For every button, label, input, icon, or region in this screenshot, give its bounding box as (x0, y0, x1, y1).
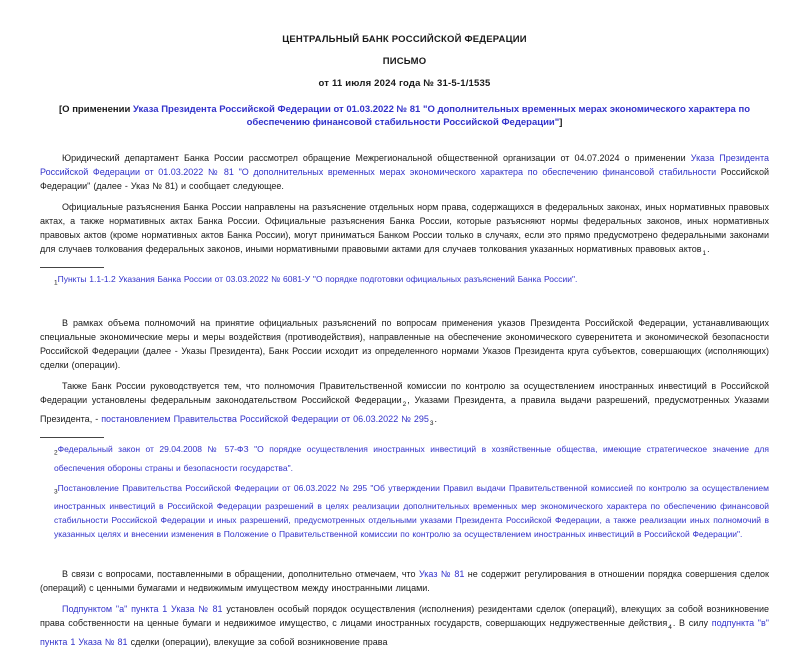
paragraph-subclause-a (40, 602, 769, 649)
footnote-1 (40, 272, 769, 291)
body-text: . (707, 244, 710, 254)
paragraph-government-commission (40, 379, 769, 431)
footnote-2 (40, 442, 769, 475)
resolution-295-link[interactable]: постановлением Правительства Российской Федерации от 06.03.2022 № 295 (101, 414, 429, 425)
footnote-3-marker: 3 (54, 488, 58, 496)
body-text: . В силу (672, 618, 712, 629)
subclause-v-link[interactable]: подпункта "в" пункта 1 Указа № 81 (40, 618, 769, 648)
paragraph-powers-scope (40, 316, 769, 372)
doc-type: ПИСЬМО (382, 56, 427, 67)
footnote-ref-2: 2 (402, 401, 407, 409)
footnote-divider (40, 437, 104, 438)
subject-decree-link[interactable]: Указа Президента Российской Федерации от 01.03.2022 № 81 "О дополнительных временных мерах экономического характера по обеспечению финансовой стабильности Российской Федерации" (132, 104, 750, 128)
body-text: В связи с вопросами, поставленными в обращении, дополнительно отмечаем, что (62, 569, 419, 580)
body-text: Юридический департамент Банка России рассмотрел обращение Межрегиональной общественной организации от 04.07.2024 о применении (62, 153, 691, 163)
subject-prefix: [О применении (59, 104, 133, 115)
footnote-3 (40, 481, 769, 542)
body-text: Российской Федерации" (далее - Указ № 81) и сообщает следующее. (40, 167, 769, 191)
footnote-divider (40, 267, 104, 268)
decree-81-short-link[interactable]: Указ № 81 (418, 569, 465, 580)
body-text: В рамках объема полномочий на принятие официальных разъяснений по вопросам применения указов Президента Российской Федерации, устанавливающих специальные экономические меры и меры воздействия (противодействия), направленные на обеспечение экономического суверенитета и экономической безопасности Российской Федерации (далее - Указы Президента), Банк России исходит из определенного нормами Указов Президента круга субъектов, совершающих (исполняющих) сделки (операции). (40, 318, 769, 371)
paragraph-additional-note (40, 567, 769, 595)
body-text: установлен особый порядок осуществления (исполнения) резидентами сделок (операций), влекущих за собой возникновение права собственности на ценные бумаги и недвижимое имущество, с лицами иностранных государств, совершающих недружественные действия (40, 604, 769, 629)
body-text: Официальные разъяснения Банка России направлены на разъяснение отдельных норм права, содержащихся в федеральных законах, иных нормативных правовых актах, а также нормативных актах Банка России. Официальные разъяснения Банка России, которые разъясняют нормы федеральных законов, иных нормативных правовых актов (кроме нормативных актов Банка России), могут приниматься Банком России только в случаях, если это прямо предусмотрено федеральными законами для случаев толкования федеральных законов, иными нормативными правовыми актами для случаев толкования указанных нормативных правовых актов (40, 202, 769, 254)
paragraph-official-explanations (40, 200, 769, 261)
subject-line (40, 103, 769, 129)
subject-suffix: ] (559, 117, 563, 128)
body-text: сделки (операции), влекущие за собой возникновение права (127, 637, 388, 648)
footnote-2-marker: 2 (54, 449, 58, 457)
body-text: . (434, 414, 438, 425)
footnote-ref-4: 4 (668, 624, 672, 632)
org-name: ЦЕНТРАЛЬНЫЙ БАНК РОССИЙСКОЙ ФЕДЕРАЦИИ (282, 34, 527, 45)
paragraph-intro (40, 151, 769, 193)
footnote-1-link[interactable]: Пункты 1.1-1.2 Указания Банка России от 03.03.2022 № 6081-У "О порядке подготовки официальных разъяснений Банка России". (57, 273, 578, 284)
subclause-a-link[interactable]: Подпунктом "а" пункта 1 Указа № 81 (62, 604, 223, 615)
footnote-2-link[interactable]: Федеральный закон от 29.04.2008 № 57-ФЗ "О порядке осуществления иностранных инвестиций в хозяйственные общества, имеющие стратегическое значение для обеспечения обороны страны и безопасности государства". (54, 444, 769, 473)
doc-date-number: от 11 июля 2024 года № 31-5-1/1535 (318, 78, 491, 89)
footnote-3-link[interactable]: Постановление Правительства Российской Федерации от 06.03.2022 № 295 "Об утверждении Правил выдачи Правительственной комиссией по контролю за осуществлением иностранных инвестиций в Российской Федерации разрешений в целях реализации дополнительных временных мер экономического характера по обеспечению финансовой стабильности Российской Федерации и иных разрешений, предусмотренных отдельными указами Президента Российской Федерации, а также реализации иных полномочий в указанных целях и внесении изменения в Положение о Правительственной комиссии по контролю за осуществлением иностранных инвестиций в Российской Федерации". (54, 482, 769, 540)
body-text: не содержит регулирования в отношении порядка совершения сделок (операций) с ценными бумагами и недвижимым имуществом между иностранными лицами. (40, 569, 769, 594)
footnote-ref-3: 3 (429, 420, 434, 428)
footnote-1-marker: 1 (54, 279, 58, 287)
decree-81-link[interactable]: Указа Президента Российской Федерации от 01.03.2022 № 81 "О дополнительных временных мерах экономического характера по обеспечению финансовой стабильности (40, 153, 769, 177)
body-text: Также Банк России руководствуется тем, что полномочия Правительственной комиссии по контролю за осуществлением иностранных инвестиций в Российской Федерации установлены федеральным законодательством Российской Федерации (40, 381, 769, 406)
footnote-ref-1: 1 (702, 249, 707, 257)
body-text: , Указами Президента, а правила выдачи разрешений, предусмотренных Указами Президента, - (40, 395, 770, 425)
